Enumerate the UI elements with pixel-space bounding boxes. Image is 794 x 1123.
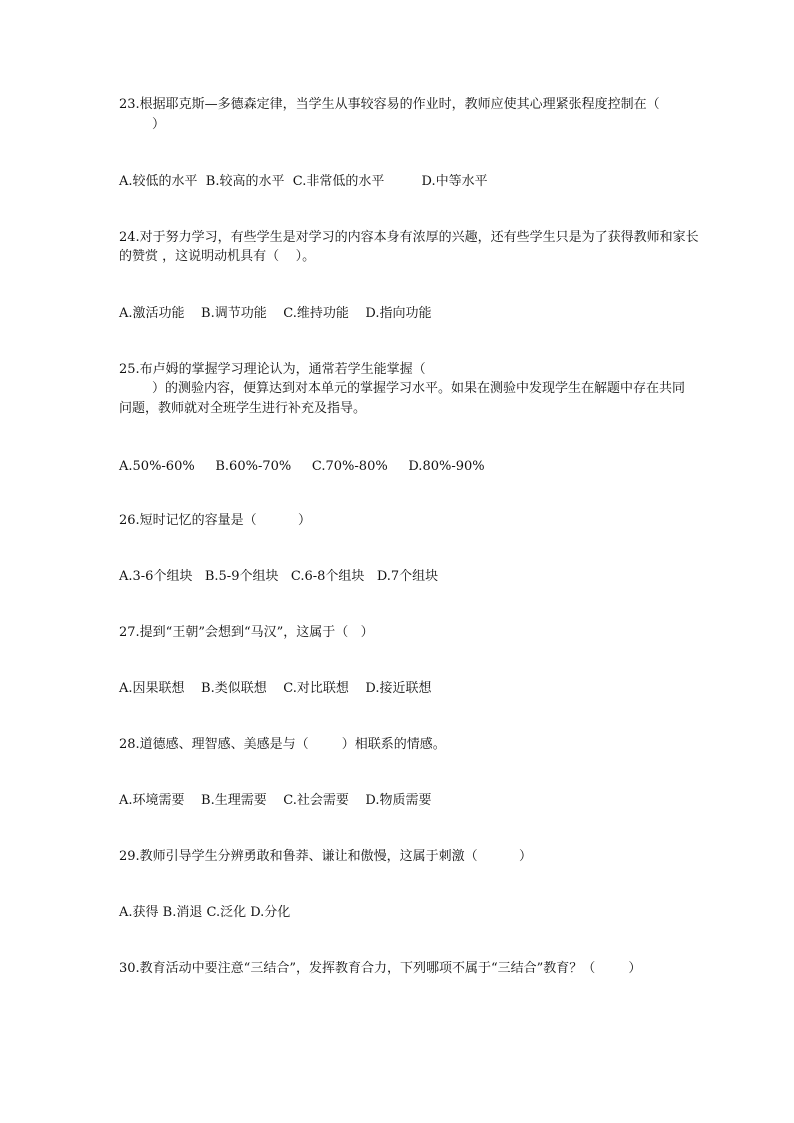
question-24-options: A.激活功能 B.调节功能 C.维持功能 D.指向功能 [119,306,432,321]
question-28-stem: 28.道德感、理智感、美感是与（ ）相联系的情感。 [119,737,446,752]
question-23-options: A.较低的水平 B.较高的水平 C.非常低的水平 D.中等水平 [119,174,488,189]
question-26-options: A.3-6个组块 B.5-9个组块 C.6-8个组块 D.7个组块 [119,569,439,584]
question-25-stem-cont: 问题，教师就对全班学生进行补充及指导。 [119,401,367,416]
question-23-stem: 23.根据耶克斯—多德森定律，当学生从事较容易的作业时，教师应使其心理紧张程度控制在（ [119,97,660,112]
question-29-stem: 29.教师引导学生分辨勇敢和鲁莽、谦让和傲慢，这属于刺激（ ） [119,849,532,864]
question-24-stem: 24.对于努力学习，有些学生是对学习的内容本身有浓厚的兴趣，还有些学生只是为了获得教师和家长 [119,230,699,245]
question-23-stem-cont: ） [119,117,166,132]
question-27-stem: 27.提到“王朝”会想到“马汉”，这属于（ ） [119,625,374,640]
question-25-stem: 25.布卢姆的掌握学习理论认为，通常若学生能掌握（ [119,362,426,377]
question-25-stem-cont: ）的测验内容，便算达到对本单元的掌握学习水平。如果在测验中发现学生在解题中存在共同 [119,381,686,396]
question-29-options: A.获得 B.消退 C.泛化 D.分化 [119,905,291,920]
question-27-options: A.因果联想 B.类似联想 C.对比联想 D.接近联想 [119,681,432,696]
question-28-options: A.环境需要 B.生理需要 C.社会需要 D.物质需要 [119,793,432,808]
question-25-options: A.50%-60% B.60%-70% C.70%-80% D.80%-90% [119,459,485,474]
question-30-stem: 30.教育活动中要注意“三结合”，发挥教育合力，下列哪项不属于“三结合”教育？（ ） [119,961,642,976]
question-24-stem-cont: 的赞赏 ，这说明动机具有（ ）。 [119,249,316,264]
question-26-stem: 26.短时记忆的容量是（ ） [119,513,311,528]
